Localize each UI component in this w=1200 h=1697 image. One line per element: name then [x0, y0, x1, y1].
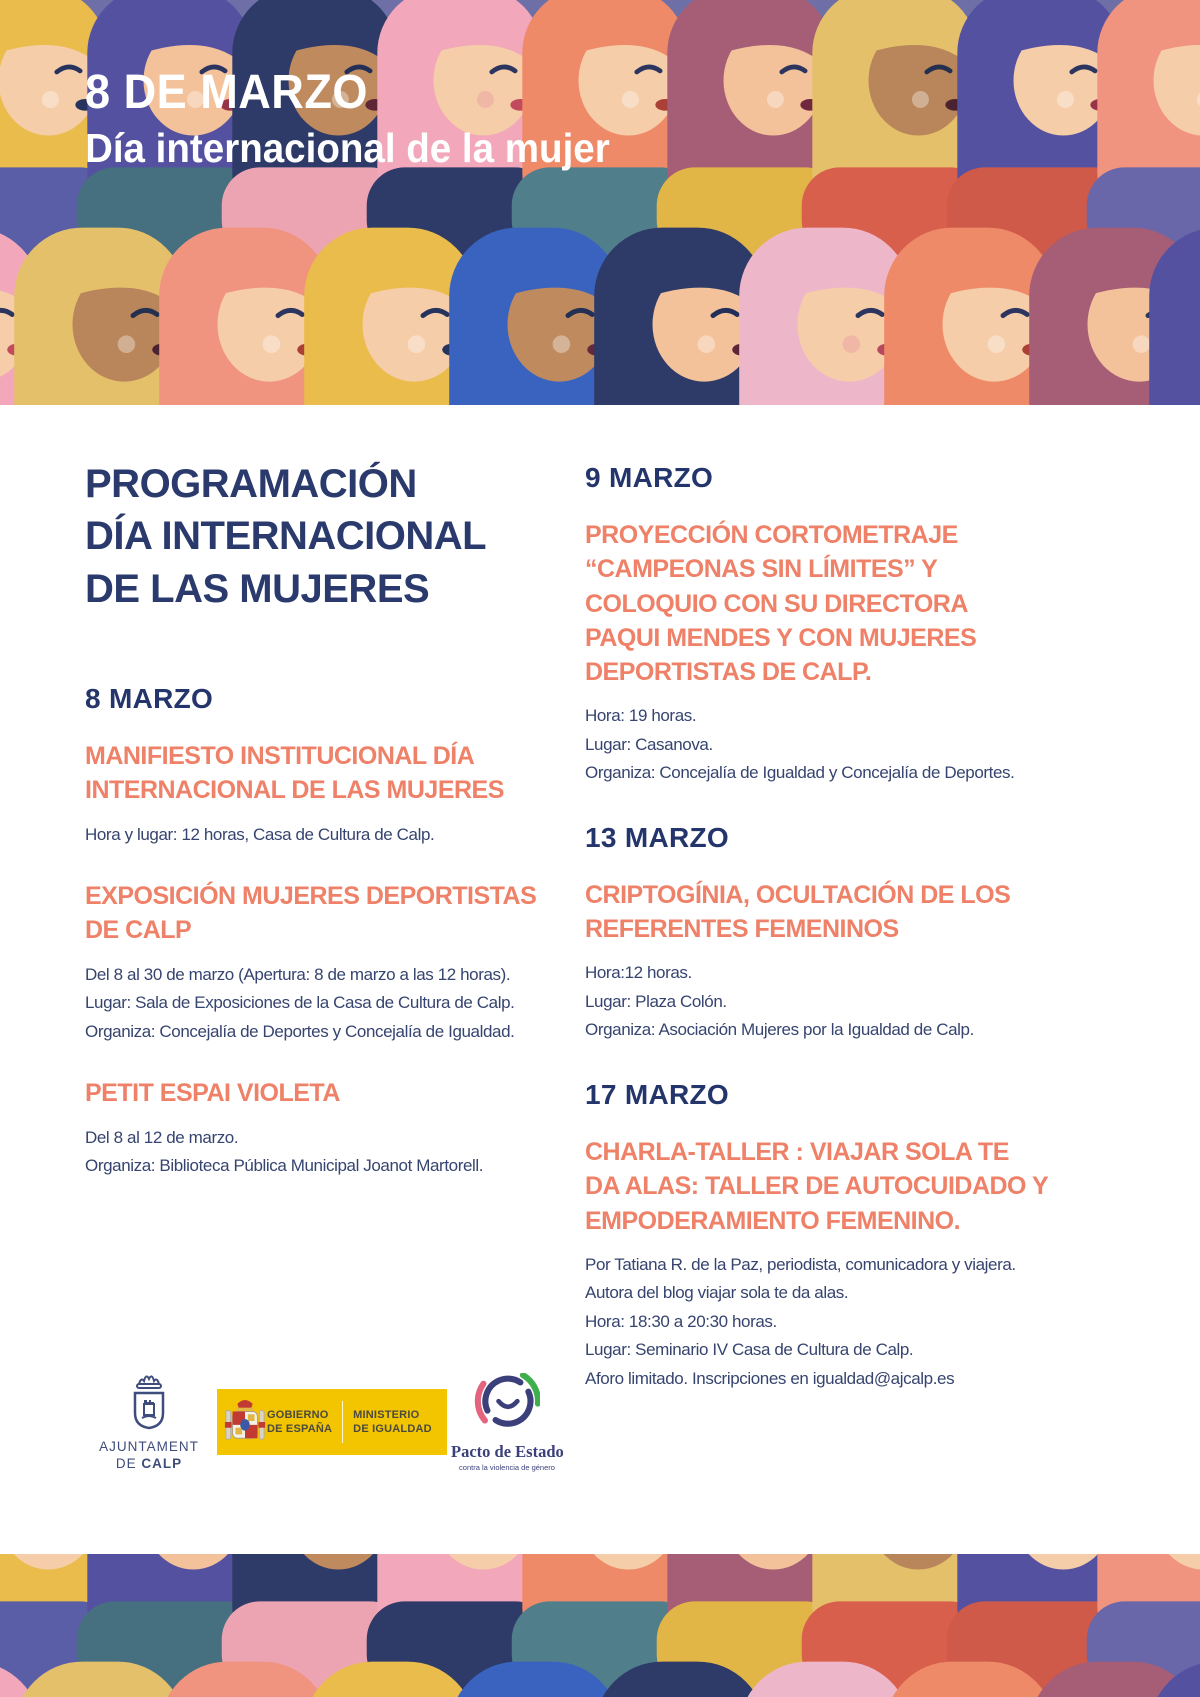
gobierno-label — [267, 1408, 332, 1437]
spain-coat-of-arms-icon — [223, 1397, 267, 1447]
date-heading-17-marzo: 17 MARZO — [585, 1079, 729, 1111]
gobierno-line2: DE ESPAÑA — [267, 1423, 333, 1435]
left-column — [85, 458, 553, 1181]
pacto-de-estado-icon — [474, 1373, 540, 1435]
event-title-petit-espai: PETIT ESPAI VIOLETA — [85, 1079, 340, 1108]
banner-title — [85, 68, 643, 172]
right-column — [585, 462, 1135, 1394]
ajuntament-calp-logo — [85, 1374, 213, 1471]
pacto-subtitle: contra la violencia de género — [459, 1462, 555, 1472]
ministerio-line1: MINISTERIO — [353, 1408, 420, 1421]
women-crowd-illustration-bottom — [0, 1554, 1200, 1697]
women-crowd-illustration — [0, 0, 1200, 405]
logos-row — [85, 1372, 563, 1472]
ajuntament-label-line1: AJUNTAMENT — [99, 1438, 199, 1454]
ajuntament-label-line2 — [85, 1456, 213, 1471]
bottom-banner — [0, 1554, 1200, 1697]
event-details-charla-taller: Por Tatiana R. de la Paz, periodista, comunicadora y viajera. Autora del blog viajar sola te da alas. Hora: 18:30 a 20:30 horas. Lugar: Seminario IV Casa de Cultura de Calp. Aforo limitado. Inscripciones en igualdad@ajcalp.es — [585, 1254, 1016, 1388]
date-heading-9-marzo: 9 MARZO — [585, 462, 714, 493]
gobierno-line1: GOBIERNO — [267, 1408, 329, 1421]
ministerio-label — [353, 1408, 432, 1437]
event-details-petit-espai: Del 8 al 12 de marzo. Organiza: Biblioteca Pública Municipal Joanot Martorell. — [85, 1127, 484, 1176]
event-title-criptoginia: CRIPTOGÍNIA, OCULTACIÓN DE LOS REFERENTES FEMENINOS — [585, 880, 1011, 944]
ministerio-line2: DE IGUALDAD — [353, 1423, 432, 1435]
event-title-charla-taller: CHARLA-TALLER : VIAJAR SOLA TE DA ALAS: TALLER DE AUTOCUIDADO Y EMPODERAMIENTO FEMENINO. — [585, 1138, 1049, 1235]
event-details-exposicion: Del 8 al 30 de marzo (Apertura: 8 de marzo a las 12 horas). Lugar: Sala de Exposiciones de la Casa de Cultura de Calp. Organiza: Concejalía de Deportes y Concejalía de Igualdad. — [85, 964, 515, 1041]
event-details-criptoginia: Hora:12 horas. Lugar: Plaza Colón. Organiza: Asociación Mujeres por la Igualdad de Calp. — [585, 963, 974, 1040]
gobierno-divider — [342, 1401, 343, 1443]
banner-title-line2: Día internacional de la mujer — [85, 125, 610, 172]
ajuntament-de: DE — [115, 1455, 142, 1471]
event-title-manifiesto: MANIFIESTO INSTITUCIONAL DÍA INTERNACIONAL DE LAS MUJERES — [85, 742, 504, 805]
ajuntament-calp: CALP — [141, 1455, 183, 1471]
date-heading-8-marzo: 8 MARZO — [85, 683, 214, 715]
pacto-title: Pacto de Estado — [451, 1441, 564, 1461]
banner-title-line1: 8 DE MARZO — [85, 66, 368, 119]
top-banner — [0, 0, 1200, 405]
program-heading: PROGRAMACIÓN DÍA INTERNACIONAL DE LAS MUJERES — [85, 462, 487, 611]
calp-coat-of-arms-icon — [122, 1374, 176, 1430]
event-details-proyeccion: Hora: 19 horas. Lugar: Casanova. Organiza: Concejalía de Igualdad y Concejalía de Deportes. — [585, 706, 1015, 783]
pacto-de-estado-logo — [451, 1373, 563, 1472]
event-title-exposicion: EXPOSICIÓN MUJERES DEPORTISTAS DE CALP — [85, 882, 537, 945]
event-details-manifiesto: Hora y lugar: 12 horas, Casa de Cultura de Calp. — [85, 824, 435, 844]
date-heading-13-marzo: 13 MARZO — [585, 821, 729, 853]
event-title-proyeccion: PROYECCIÓN CORTOMETRAJE “CAMPEONAS SIN LÍMITES” Y COLOQUIO CON SU DIRECTORA PAQUI MENDES Y CON MUJERES DEPORTISTAS DE CALP. — [585, 521, 977, 686]
gobierno-espana-logo — [217, 1389, 447, 1455]
